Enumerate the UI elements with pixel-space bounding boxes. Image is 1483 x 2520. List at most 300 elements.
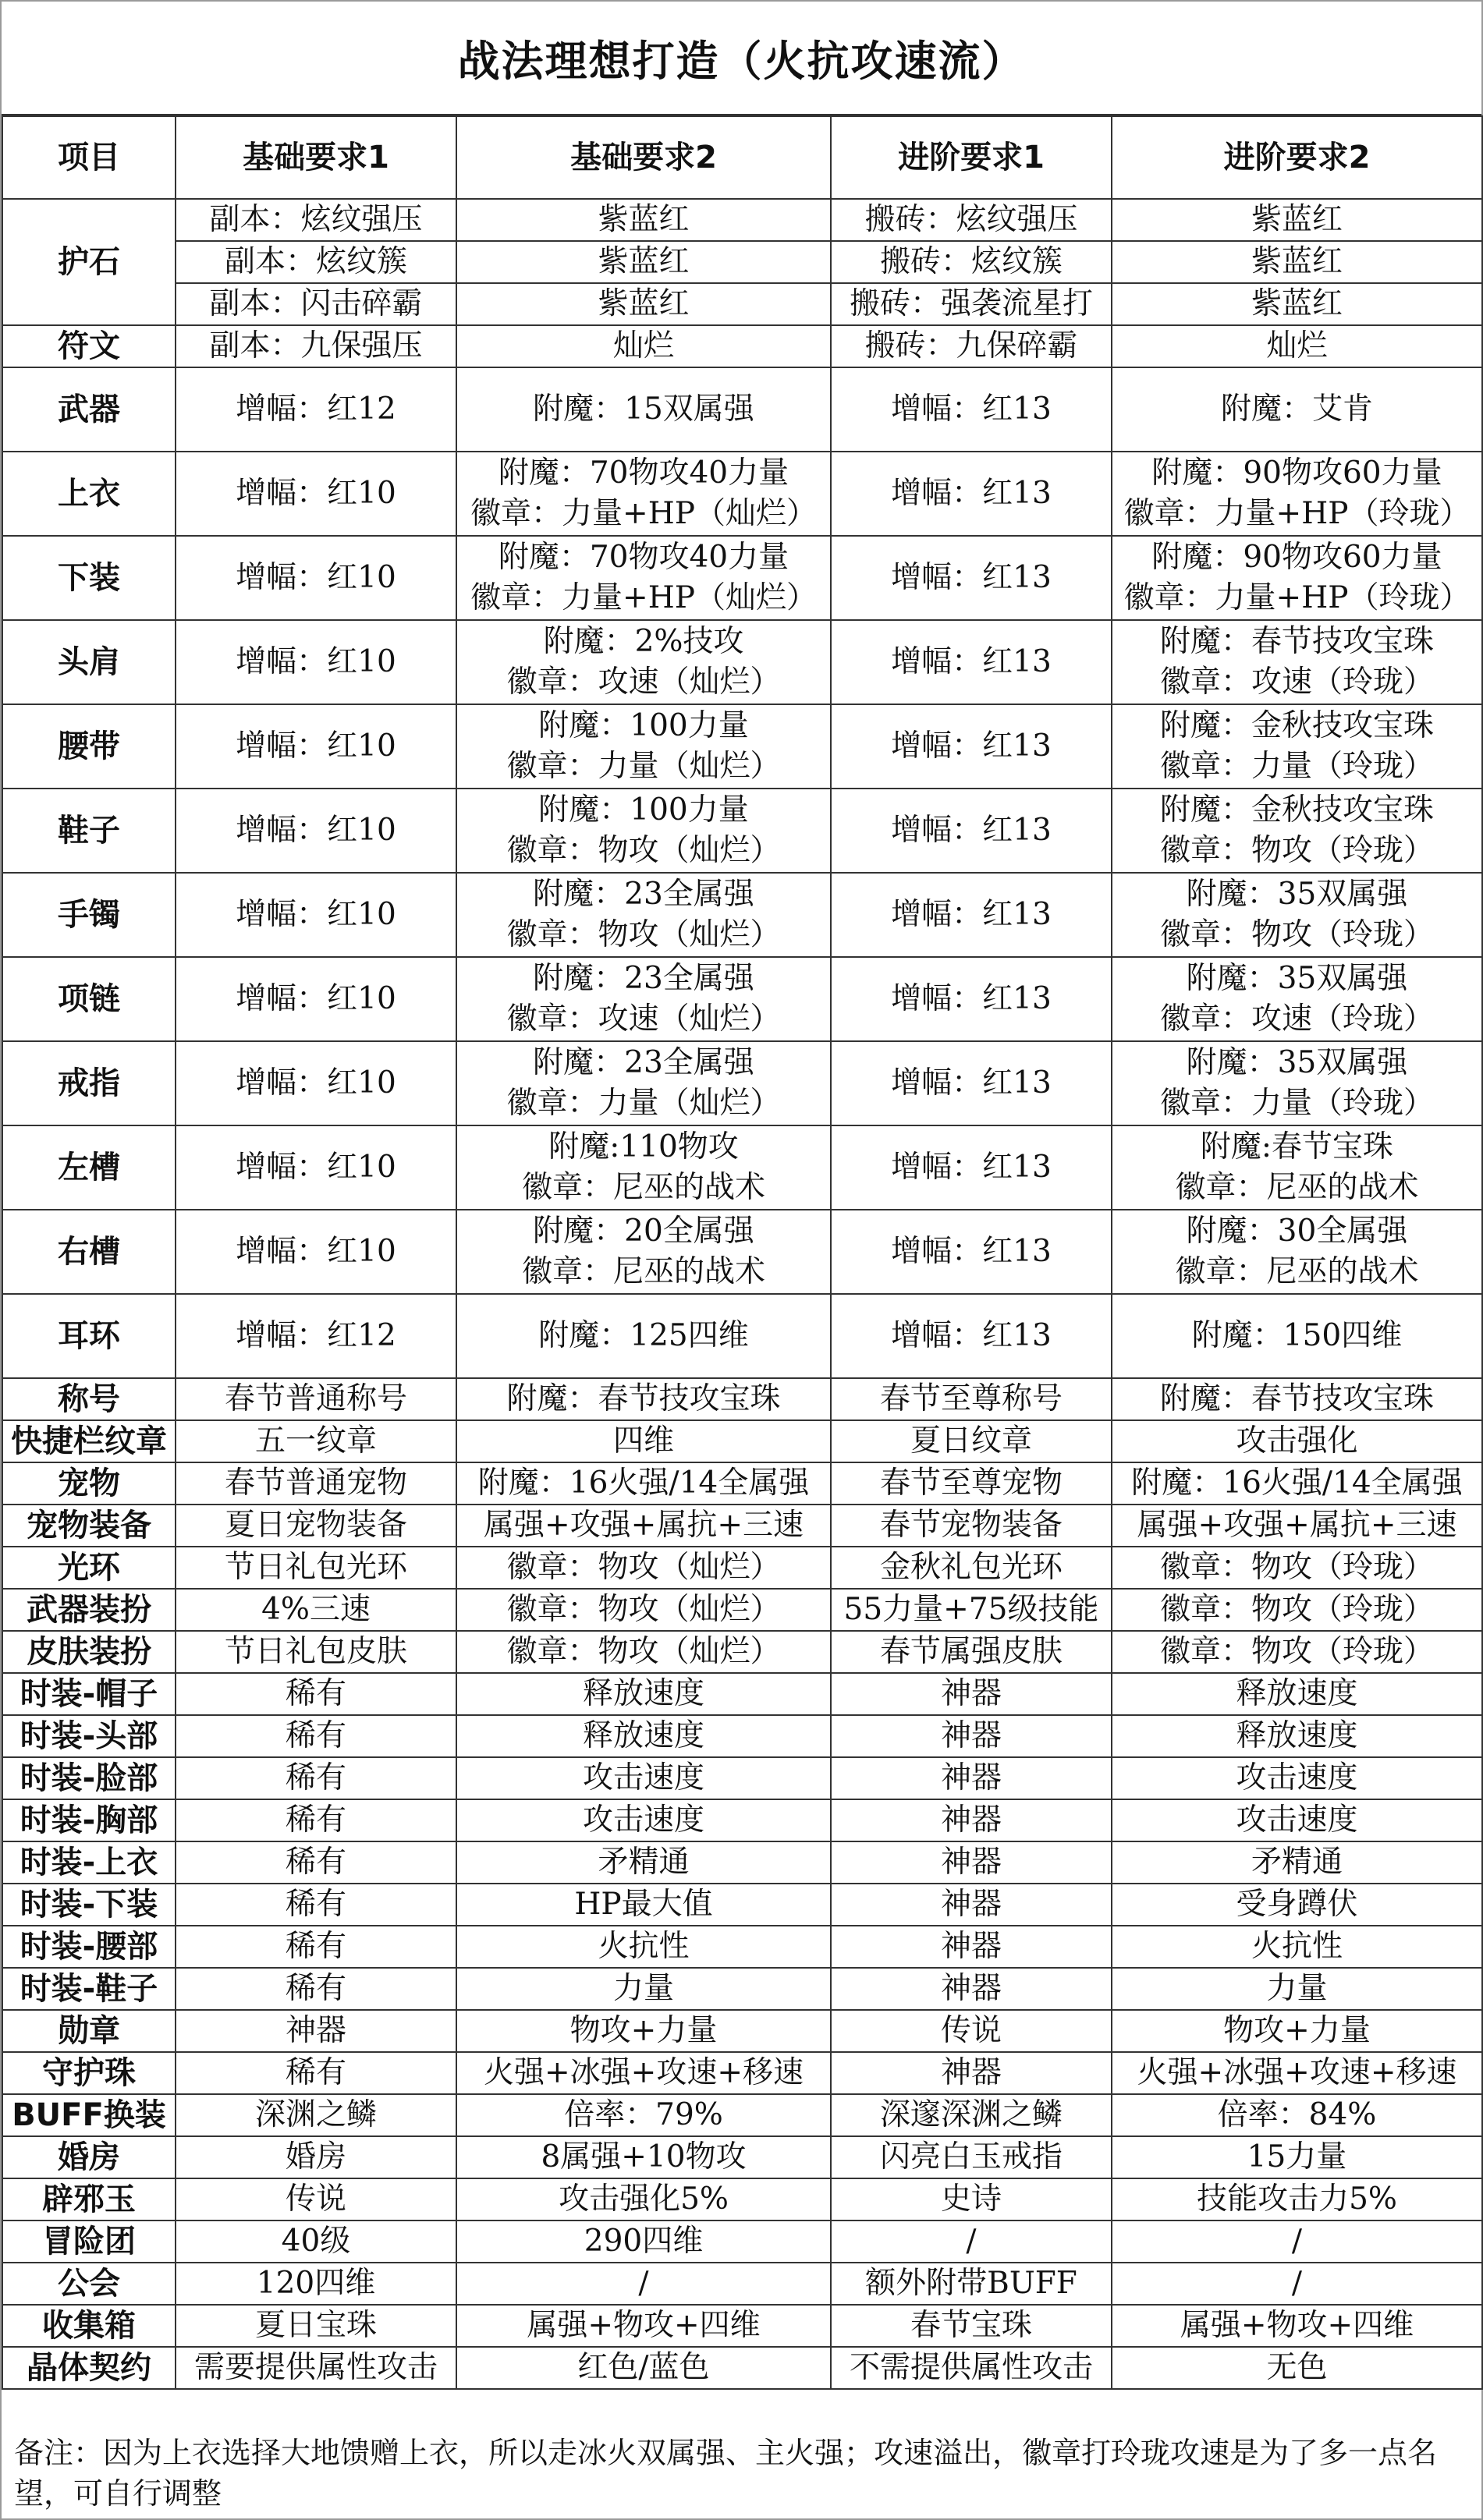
cell-line: 增幅：红10 [236,1150,396,1185]
cell-line: 附魔：70物攻40力量 [498,540,789,575]
row-label: 婚房 [2,2136,176,2178]
row-label: 时装-腰部 [2,1926,176,1968]
table-cell [831,1125,1112,1210]
cell-line: 矛精通 [1251,1845,1343,1880]
table-row [2,367,1482,452]
build-table [2,115,1483,2390]
table-row [2,1125,1482,1210]
cell-line: 徽章：物攻（玲珑） [1159,917,1434,952]
table-cell [176,1715,456,1757]
cell-line: 矛精通 [598,1845,690,1880]
table-cell [176,325,456,367]
table-row [2,283,1482,325]
cell-line: 徽章：攻速（灿烂） [506,1001,781,1037]
table-cell [831,1420,1112,1462]
cell-line: 深邃深渊之鳞 [879,2097,1063,2132]
table-cell [456,1547,831,1589]
table-row [2,957,1482,1041]
cell-line: 神器 [940,1845,1002,1880]
table-row [2,873,1482,957]
cell-line: 增幅：红10 [236,560,396,595]
cell-line: 增幅：红13 [891,981,1052,1016]
cell-line: 春节属强皮肤 [879,1634,1063,1669]
table-cell [831,957,1112,1041]
cell-line: 春节宠物装备 [879,1508,1063,1543]
table-row [2,2178,1482,2221]
table-cell [176,873,456,957]
header-basic-2: 基础要求2 [456,116,831,199]
table-cell [456,1841,831,1884]
cell-line: 春节至尊宠物 [879,1466,1063,1501]
cell-line: 徽章：尼巫的战术 [521,1170,765,1205]
cell-line: 附魔：15双属强 [533,392,754,427]
cell-line: 附魔：16火强/14全属强 [477,1466,810,1501]
row-label: 辟邪玉 [2,2178,176,2221]
cell-line: 副本：炫纹强压 [209,202,423,237]
table-cell [176,2136,456,2178]
cell-line: 灿烂 [1266,328,1328,363]
table-cell [1112,1841,1482,1884]
cell-line: 副本：炫纹簇 [224,244,407,279]
cell-line: 夏日宠物装备 [224,1508,407,1543]
cell-line: 攻击速度 [1236,1760,1358,1795]
table-cell [1112,2263,1482,2305]
table-cell [456,2305,831,2347]
cell-line: 附魔：35双属强 [1186,877,1408,912]
table-row [2,241,1482,283]
cell-line: 搬砖：九保碎霸 [864,328,1078,363]
table-cell [1112,1589,1482,1631]
table-row [2,452,1482,536]
table-cell [456,2263,831,2305]
table-cell [831,2305,1112,2347]
table-cell [1112,325,1482,367]
cell-line: 徽章：力量（灿烂） [506,1086,781,1121]
table-cell [831,1757,1112,1799]
cell-line: 增幅：红10 [236,728,396,764]
cell-line: 附魔：23全属强 [533,1045,754,1080]
cell-line: 增幅：红10 [236,1234,396,1269]
cell-line: 徽章：力量+HP（玲珑） [1123,580,1471,615]
cell-line: 副本：闪击碎霸 [209,286,423,321]
table-cell [1112,1294,1482,1378]
row-label: 鞋子 [2,789,176,873]
footnote: 备注：因为上衣选择大地馈赠上衣，所以走冰火双属强、主火强；攻速溢出，徽章打玲珑攻速是为了多一点名望，可自行调整 [14,2436,1438,2511]
table-cell [1112,2010,1482,2052]
cell-line: 徽章：尼巫的战术 [521,1254,765,1289]
table-cell [456,1210,831,1294]
cell-line: 传说 [940,2013,1002,2048]
page-title: 战法理想打造（火抗攻速流） [2,2,1481,115]
cell-line: 神器 [940,1802,1002,1838]
cell-line: 紫蓝红 [598,244,690,279]
table-cell [456,620,831,704]
table-row [2,1926,1482,1968]
cell-line: 增幅：红13 [891,1318,1052,1353]
table-cell [831,1378,1112,1420]
table-row [2,2305,1482,2347]
row-label: 右槽 [2,1210,176,1294]
table-cell [456,1673,831,1715]
row-label: 皮肤装扮 [2,1631,176,1673]
cell-line: 附魔：23全属强 [533,877,754,912]
table-cell [1112,1378,1482,1420]
cell-line: 55力量+75级技能 [843,1592,1099,1627]
table-cell [176,1841,456,1884]
cell-line: 增幅：红12 [236,392,396,427]
table-row [2,1715,1482,1757]
table-cell [831,1210,1112,1294]
cell-line: 增幅：红13 [891,560,1052,595]
cell-line: 徽章：力量（玲珑） [1159,1086,1434,1121]
table-row [2,1631,1482,1673]
table-cell [1112,1547,1482,1589]
table-cell [1112,1420,1482,1462]
table-cell [176,1505,456,1547]
table-cell [1112,1631,1482,1673]
row-label: BUFF换装 [2,2094,176,2136]
cell-line: 攻击速度 [1236,1802,1358,1838]
table-cell [176,1462,456,1505]
table-cell [176,1041,456,1125]
table-cell [831,2136,1112,2178]
table-cell [831,325,1112,367]
table-cell [831,2010,1112,2052]
table-cell [1112,2052,1482,2094]
row-label: 耳环 [2,1294,176,1378]
table-cell [1112,704,1482,789]
table-cell [456,2221,831,2263]
table-cell [1112,2221,1482,2263]
table-cell [456,1968,831,2010]
table-cell [1112,873,1482,957]
table-cell [456,199,831,241]
table-cell [831,1926,1112,1968]
cell-line: 徽章：物攻（灿烂） [506,833,781,868]
table-cell [1112,1210,1482,1294]
header-row [2,116,1482,199]
table-cell [831,2178,1112,2221]
header-item: 项目 [2,116,176,199]
cell-line: 紫蓝红 [1251,202,1343,237]
cell-line: 附魔：90物攻60力量 [1151,540,1442,575]
table-cell [1112,283,1482,325]
row-label: 时装-上衣 [2,1841,176,1884]
row-label: 时装-鞋子 [2,1968,176,2010]
cell-line: 增幅：红13 [891,813,1052,848]
table-row [2,2136,1482,2178]
row-label: 晶体契约 [2,2347,176,2389]
cell-line: 春节至尊称号 [879,1381,1063,1416]
cell-line: 增幅：红10 [236,1065,396,1101]
table-cell [176,2178,456,2221]
table-row [2,2263,1482,2305]
cell-line: 附魔：艾肯 [1220,392,1373,427]
table-cell [176,1799,456,1841]
row-label: 宠物 [2,1462,176,1505]
table-cell [1112,2178,1482,2221]
cell-line: 附魔：23全属强 [533,961,754,996]
cell-line: 搬砖：炫纹簇 [879,244,1063,279]
cell-line: 徽章：物攻（灿烂） [506,1550,781,1585]
cell-line: 附魔:春节宝珠 [1200,1129,1394,1164]
cell-line: 附魔：70物攻40力量 [498,455,789,491]
cell-line: 节日礼包光环 [224,1550,407,1585]
table-cell [831,789,1112,873]
table-cell [1112,1799,1482,1841]
table-cell [831,1631,1112,1673]
cell-line: 增幅：红10 [236,981,396,1016]
table-row [2,1420,1482,1462]
table-cell [176,2263,456,2305]
table-row [2,1968,1482,2010]
cell-line: 释放速度 [582,1676,704,1711]
table-row [2,2221,1482,2263]
table-cell [456,1420,831,1462]
table-row [2,1378,1482,1420]
table-row [2,536,1482,620]
table-cell [831,367,1112,452]
cell-line: 五一纹章 [254,1423,377,1458]
table-cell [831,1884,1112,1926]
table-cell [831,1505,1112,1547]
table-cell [176,957,456,1041]
cell-line: 徽章：攻速（玲珑） [1159,1001,1434,1037]
row-label: 收集箱 [2,2305,176,2347]
cell-line: 徽章：尼巫的战术 [1175,1254,1419,1289]
table-cell [831,241,1112,283]
table-cell [456,1799,831,1841]
cell-line: 稀有 [285,1971,346,2006]
table-row [2,2010,1482,2052]
cell-line: 附魔：春节技攻宝珠 [1159,624,1434,659]
table-row [2,1757,1482,1799]
cell-line: 稀有 [285,1760,346,1795]
cell-line: 不需提供属性攻击 [849,2350,1093,2385]
cell-line: 神器 [940,1718,1002,1753]
table-cell [456,367,831,452]
row-label: 上衣 [2,452,176,536]
table-cell [1112,620,1482,704]
table-row [2,2347,1482,2389]
cell-line: 290四维 [584,2224,704,2259]
row-label: 符文 [2,325,176,367]
cell-line: 传说 [285,2182,346,2217]
cell-line: 8属强+10物攻 [541,2139,747,2174]
table-cell [831,2347,1112,2389]
table-cell [456,1926,831,1968]
table-cell [176,2221,456,2263]
cell-line: 搬砖：炫纹强压 [864,202,1078,237]
cell-line: 节日礼包皮肤 [224,1634,407,1669]
table-cell [831,1968,1112,2010]
table-cell [456,1462,831,1505]
cell-line: 附魔：30全属强 [1186,1214,1408,1249]
cell-line: 神器 [940,1760,1002,1795]
cell-line: 闪亮白玉戒指 [879,2139,1063,2174]
table-cell [831,620,1112,704]
table-cell [831,1673,1112,1715]
table-cell [176,1631,456,1673]
cell-line: 徽章：力量+HP（灿烂） [470,580,817,615]
cell-line: 紫蓝红 [598,202,690,237]
table-cell [176,1926,456,1968]
cell-line: 火强+冰强+攻速+移速 [483,2055,804,2090]
table-cell [176,789,456,873]
row-label: 左槽 [2,1125,176,1210]
row-label: 戒指 [2,1041,176,1125]
cell-line: 15力量 [1247,2139,1347,2174]
table-cell [176,704,456,789]
cell-line: 技能攻击力5% [1197,2182,1397,2217]
cell-line: 徽章：物攻（灿烂） [506,1634,781,1669]
cell-line: 婚房 [285,2139,346,2174]
row-label: 称号 [2,1378,176,1420]
table-cell [176,1547,456,1589]
row-label: 头肩 [2,620,176,704]
cell-line: 神器 [940,1929,1002,1964]
table-row [2,1841,1482,1884]
table-cell [176,1420,456,1462]
table-cell [456,1631,831,1673]
table-cell [176,620,456,704]
table-cell [831,1841,1112,1884]
table-row [2,704,1482,789]
cell-line: 紫蓝红 [1251,244,1343,279]
cell-line: 增幅：红10 [236,897,396,932]
table-cell [1112,789,1482,873]
cell-line: 攻击速度 [582,1760,704,1795]
cell-line: 增幅：红13 [891,476,1052,511]
cell-line: 徽章：物攻（灿烂） [506,1592,781,1627]
cell-line: 徽章：物攻（玲珑） [1159,1634,1434,1669]
cell-line: 附魔：90物攻60力量 [1151,455,1442,491]
table-cell [1112,1462,1482,1505]
table-cell [176,536,456,620]
cell-line: 徽章：物攻（玲珑） [1159,1592,1434,1627]
table-cell [456,2136,831,2178]
table-cell [831,873,1112,957]
cell-line: 附魔：金秋技攻宝珠 [1159,792,1434,828]
table-row [2,2094,1482,2136]
table-cell [831,2221,1112,2263]
table-cell [176,1294,456,1378]
table-cell [831,1462,1112,1505]
table-cell [456,704,831,789]
cell-line: 增幅：红10 [236,476,396,511]
table-cell [176,1125,456,1210]
row-label: 守护珠 [2,2052,176,2094]
cell-line: 史诗 [940,2182,1002,2217]
cell-line: 附魔：125四维 [538,1318,749,1353]
cell-line: 徽章：力量（灿烂） [506,749,781,784]
cell-line: 春节普通宠物 [224,1466,407,1501]
table-cell [176,1673,456,1715]
table-cell [456,789,831,873]
cell-line: 火抗性 [1251,1929,1343,1964]
cell-line: 夏日纹章 [910,1423,1032,1458]
table-cell [176,1757,456,1799]
cell-line: 附魔：35双属强 [1186,1045,1408,1080]
row-label: 项链 [2,957,176,1041]
cell-line: 稀有 [285,1802,346,1838]
table-cell [831,536,1112,620]
cell-line: 增幅：红13 [891,392,1052,427]
table-cell [176,1210,456,1294]
row-label: 护石 [2,199,176,325]
cell-line: 攻击强化5% [559,2182,729,2217]
row-label: 时装-胸部 [2,1799,176,1841]
table-row [2,1799,1482,1841]
table-cell [456,957,831,1041]
cell-line: 红色/蓝色 [577,2350,710,2385]
cell-line: 稀有 [285,1845,346,1880]
cell-line: / [638,2266,649,2301]
row-label: 武器装扮 [2,1589,176,1631]
table-cell [176,367,456,452]
table-cell [1112,2305,1482,2347]
cell-line: 物攻+力量 [1223,2013,1371,2048]
table-cell [456,1589,831,1631]
cell-line: 紫蓝红 [598,286,690,321]
table-cell [176,1589,456,1631]
row-label: 时装-脸部 [2,1757,176,1799]
table-cell [456,1884,831,1926]
row-label: 公会 [2,2263,176,2305]
table-cell [1112,1505,1482,1547]
cell-line: 火抗性 [598,1929,690,1964]
cell-line: / [1291,2224,1303,2259]
table-cell [831,1547,1112,1589]
table-cell [176,2052,456,2094]
cell-line: 搬砖：强袭流星打 [849,286,1093,321]
table-cell [176,1968,456,2010]
table-cell [456,1715,831,1757]
table-cell [1112,2094,1482,2136]
row-label: 时装-头部 [2,1715,176,1757]
cell-line: 紫蓝红 [1251,286,1343,321]
cell-line: 属强+攻强+属抗+三速 [483,1508,804,1543]
table-cell [176,2347,456,2389]
table-cell [1112,241,1482,283]
cell-line: 徽章：力量+HP（灿烂） [470,496,817,531]
table-cell [456,1041,831,1125]
table-cell [831,1041,1112,1125]
row-label: 下装 [2,536,176,620]
table-cell [1112,1125,1482,1210]
row-label: 勋章 [2,2010,176,2052]
table-cell [1112,1715,1482,1757]
row-label: 手镯 [2,873,176,957]
table-cell [456,2347,831,2389]
table-cell [1112,199,1482,241]
cell-line: 附魔：150四维 [1191,1318,1403,1353]
cell-line: 无色 [1266,2350,1328,2385]
table-cell [456,873,831,957]
cell-line: 稀有 [285,2055,346,2090]
cell-line: 附魔：金秋技攻宝珠 [1159,708,1434,743]
cell-line: 增幅：红10 [236,644,396,679]
table-row [2,199,1482,241]
cell-line: 稀有 [285,1887,346,1922]
cell-line: 副本：九保强压 [209,328,423,363]
cell-line: 增幅：红13 [891,1065,1052,1101]
cell-line: 附魔：春节技攻宝珠 [506,1381,781,1416]
table-cell [831,1589,1112,1631]
table-cell [831,1799,1112,1841]
row-label: 武器 [2,367,176,452]
table-row [2,789,1482,873]
